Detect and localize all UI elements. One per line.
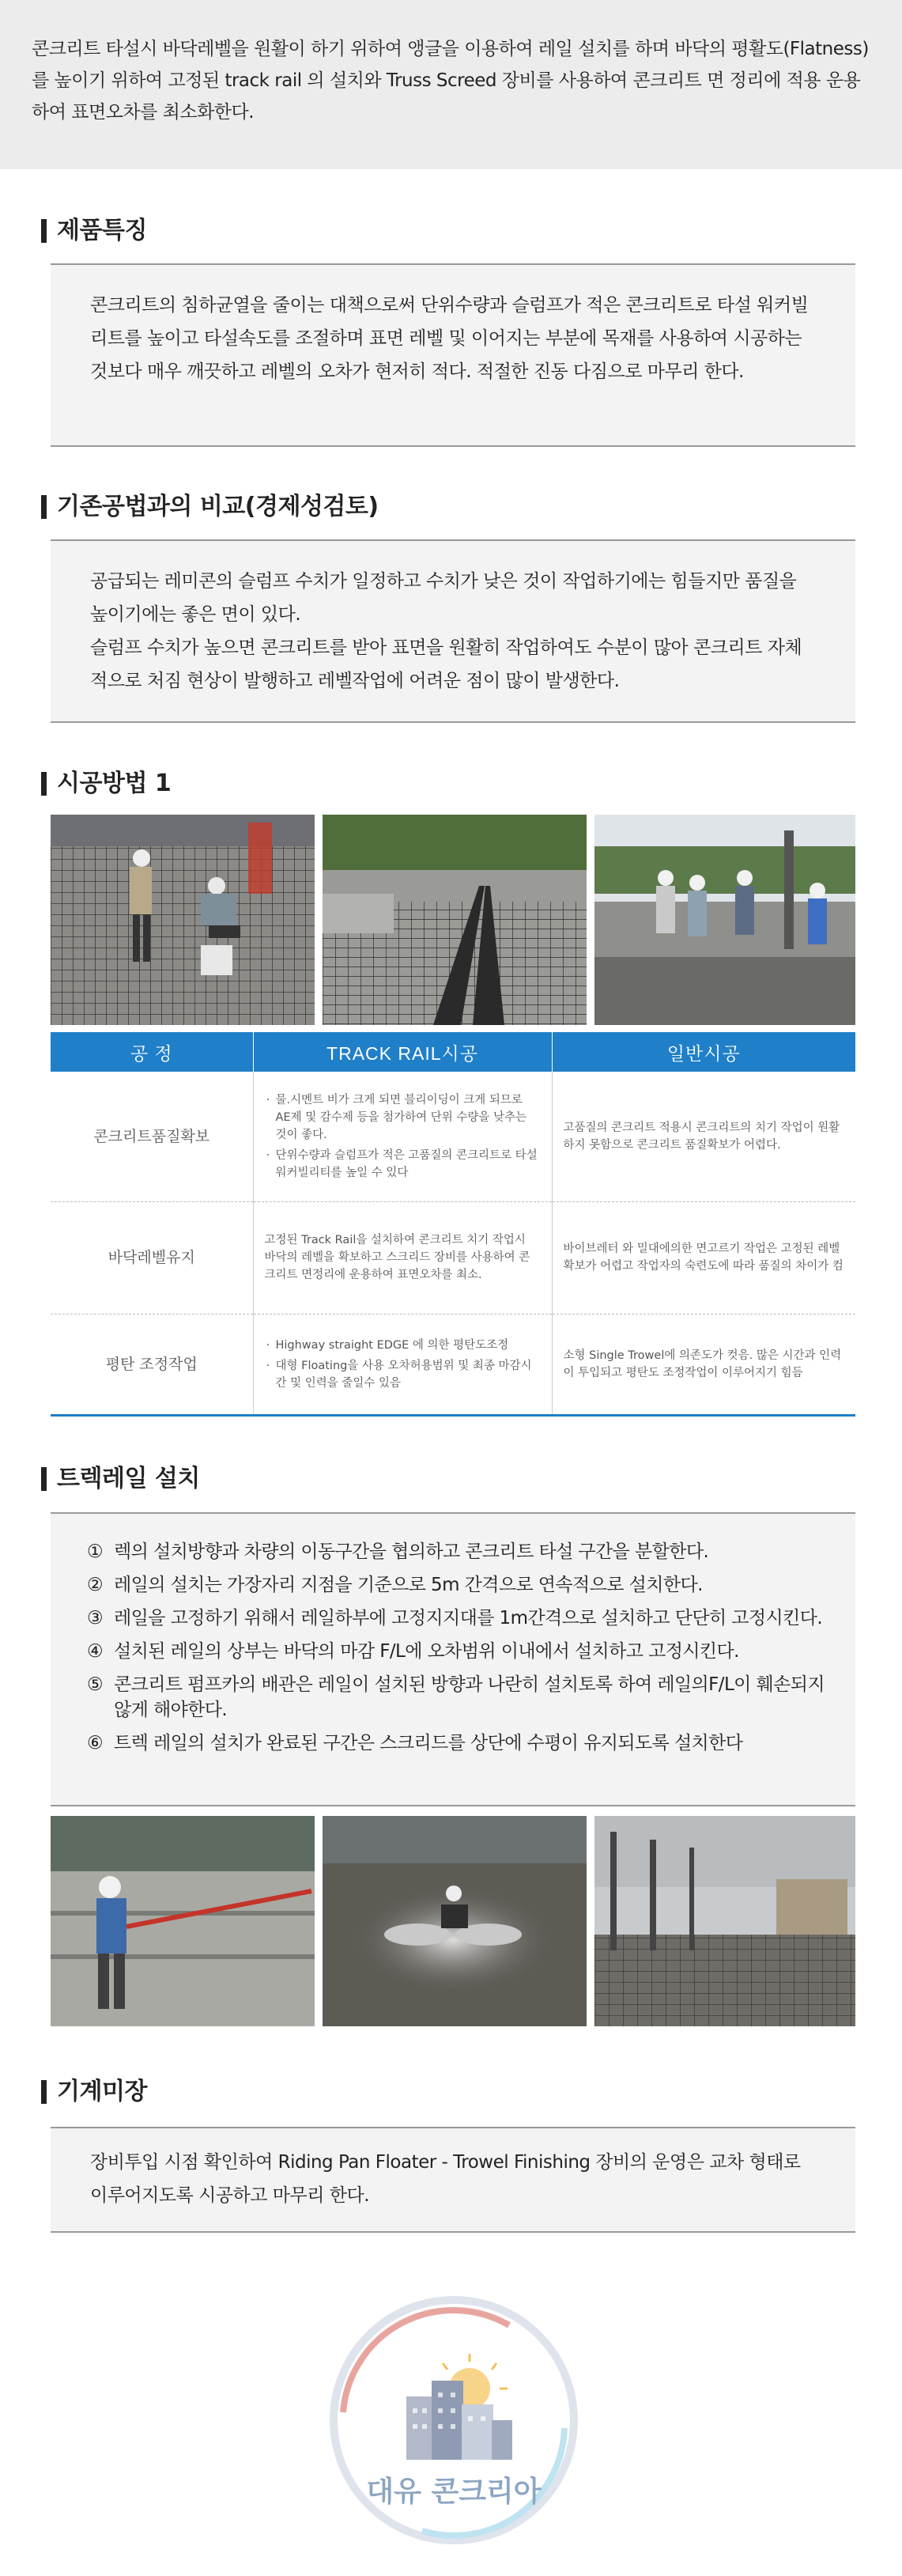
list-item (87, 1606, 846, 1631)
step-number: ⑥ (87, 1733, 104, 1753)
row-track-item: · Highway straight EDGE 에 의한 평탄도조정 (265, 1337, 541, 1354)
list-item (87, 1639, 846, 1664)
step-text: 설치된 레일의 상부는 바닥의 마감 F/L에 오차범위 이내에서 설치하고 고정시킨다. (114, 1641, 739, 1662)
step-text: 트렉 레일의 설치가 완료된 구간은 스크리드를 상단에 수평이 유지되도록 설치한다 (114, 1733, 743, 1753)
row-category: 바닥레벨유지 (51, 1201, 253, 1314)
row-general: 고품질의 콘크리트 적용시 콘크리트의 치기 작업이 원활하지 못함으로 콘크리트 품질확보가 어렵다. (552, 1072, 855, 1201)
photo-pouring-concrete (594, 815, 855, 1025)
comparison-table (51, 1032, 855, 1417)
photo-screed-worker (51, 1816, 315, 2026)
list-item (87, 1731, 846, 1756)
row-track-item: · 단위수량과 슬럼프가 적은 고품질의 콘크리트로 타설 워커빌리티를 높일 수 있다 (265, 1147, 541, 1182)
list-item (87, 1572, 846, 1598)
table-header-row (51, 1032, 855, 1072)
method-title: 시공방법 1 (41, 768, 171, 800)
step-text: 렉의 설치방향과 차량의 이동구간을 협의하고 콘크리트 타설 구간을 분할한다. (114, 1541, 709, 1562)
logo-text: 대유 콘크리아 (366, 2476, 542, 2508)
header-general: 일반시공 (552, 1032, 855, 1072)
step-text: 레일의 설치는 가장자리 지점을 기준으로 5m 간격으로 연속적으로 설치한다. (114, 1575, 703, 1595)
table-row (51, 1314, 855, 1415)
table-row (51, 1072, 855, 1201)
step-text: 콘크리트 펌프카의 배관은 레일이 설치된 방향과 나란히 설치토록 하여 레일의F/L이 훼손되지 않게 해야한다. (114, 1674, 825, 1720)
row-track-item: · 물.시멘트 비가 크게 되면 블리이딩이 크게 되므로 AE제 및 감수제 등을 첨가하여 단위 수량을 낮추는 것이 좋다. (265, 1091, 541, 1144)
row-general: 바이브레터 와 밀대에의한 면고르기 작업은 고정된 레벨확보가 어렵고 작업자의 숙련도에 따라 품질의 차이가 컴 (552, 1201, 855, 1314)
step-number: ④ (87, 1641, 104, 1662)
list-item (87, 1672, 846, 1723)
finish-title: 기계미장 (41, 2076, 147, 2108)
step-number: ⑤ (87, 1674, 104, 1695)
rail-title: 트렉레일 설치 (41, 1463, 200, 1495)
photo-track-rail (323, 815, 587, 1025)
photo-riding-trowel (323, 1816, 587, 2026)
comparison-title: 기존공법과의 비교(경제성검토) (41, 491, 379, 523)
row-track-cell (253, 1314, 552, 1415)
header-process: 공 정 (51, 1032, 253, 1072)
row-track-text: 고정된 Track Rail을 설치하여 콘크리트 치기 작업시 바닥의 레벨을 확보하고 스크리드 장비를 사용하여 콘크리트 면정리에 운용하여 표면오차를 최소. (253, 1201, 552, 1314)
photo-rebar-structure (594, 1816, 855, 2026)
features-text: 콘크리트의 침하균열을 줄이는 대책으로써 단위수량과 슬럼프가 적은 콘크리트로 타설 워커빌리트를 높이고 타설속도를 조절하며 표면 레벨 및 이어지는 부분에 목재를 사용하여 시공하는 것보다 매우 깨끗하고 레벨의 오차가 현저히 적다. 적절한 진동 다짐으로 마무리 한다. (90, 295, 809, 382)
step-text: 레일을 고정하기 위해서 레일하부에 고정지지대를 1m간격으로 설치하고 단단히 고정시킨다. (114, 1608, 823, 1628)
row-general: 소형 Single Trowel에 의존도가 컷음. 많은 시간과 인력이 투입되고 평탄도 조정작업이 이루어지기 힘듬 (552, 1314, 855, 1415)
features-box (51, 263, 855, 447)
finish-box (51, 2127, 855, 2233)
step-number: ③ (87, 1608, 104, 1628)
row-category: 평탄 조정작업 (51, 1314, 253, 1415)
features-title: 제품특징 (41, 215, 147, 247)
company-logo (327, 2294, 580, 2547)
header-track-rail: TRACK RAIL시공 (253, 1032, 552, 1072)
intro-banner (0, 0, 902, 169)
list-item (87, 1539, 846, 1564)
table-row (51, 1201, 855, 1314)
comparison-para-1: 공급되는 레미콘의 슬럼프 수치가 일정하고 수치가 낮은 것이 작업하기에는 힘들지만 품질을 높이기에는 좋은 면이 있다. (90, 571, 797, 625)
step-number: ① (87, 1541, 104, 1562)
row-track-cell (253, 1072, 552, 1201)
rail-steps-list (87, 1539, 846, 1764)
step-number: ② (87, 1575, 104, 1595)
intro-text: 콘크리트 타설시 바닥레벨을 원활이 하기 위하여 앵글을 이용하여 레일 설치를 하며 바닥의 평활도(Flatness) 를 높이기 위하여 고정된 track rail 의 설치와 Truss Screed 장비를 사용하여 콘크리트 면 정리에 적용 운용하여 표면오차를 최소화한다. (32, 39, 869, 123)
row-track-item: · 대형 Floating을 사용 오차허용범위 및 최종 마감시간 및 인력을 줄일수 있음 (265, 1357, 541, 1392)
building-icon (406, 2381, 512, 2460)
photo-rebar-workers (51, 815, 315, 1025)
finish-text: 장비투입 시점 확인하여 Riding Pan Floater - Trowel Finishing 장비의 운영은 교차 형태로 이루어지도록 시공하고 마무리 한다. (90, 2152, 801, 2206)
comparison-para-2: 슬럼프 수치가 높으면 콘크리트를 받아 표면을 원활히 작업하여도 수분이 많아 콘크리트 자체적으로 처짐 현상이 발행하고 레벨작업에 어려운 점이 많이 발생한다. (90, 637, 802, 691)
row-category: 콘크리트품질확보 (51, 1072, 253, 1201)
comparison-box (51, 539, 855, 723)
